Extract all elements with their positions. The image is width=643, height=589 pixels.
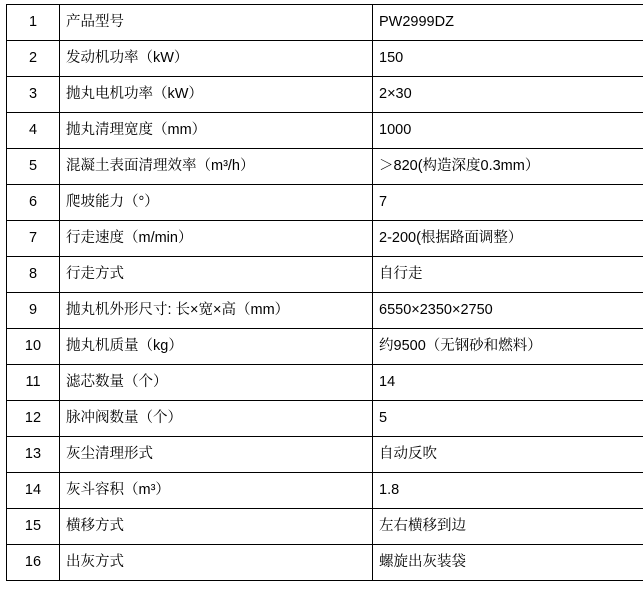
table-row — [7, 437, 643, 473]
table-row — [7, 509, 643, 545]
row-parameter-name: 爬坡能力（°） — [60, 185, 373, 221]
row-parameter-value: 约9500（无钢砂和燃料） — [373, 329, 643, 365]
table-row — [7, 113, 643, 149]
row-parameter-value: 左右横移到边 — [373, 509, 643, 545]
row-parameter-value: 14 — [373, 365, 643, 401]
row-index: 9 — [7, 293, 60, 329]
row-parameter-name: 灰斗容积（m³） — [60, 473, 373, 509]
row-parameter-name: 行走速度（m/min） — [60, 221, 373, 257]
row-parameter-value: 5 — [373, 401, 643, 437]
table-row — [7, 365, 643, 401]
row-index: 4 — [7, 113, 60, 149]
table-row — [7, 77, 643, 113]
row-index: 5 — [7, 149, 60, 185]
row-parameter-name: 脉冲阀数量（个） — [60, 401, 373, 437]
row-parameter-name: 横移方式 — [60, 509, 373, 545]
row-parameter-value: 150 — [373, 41, 643, 77]
row-parameter-name: 抛丸机外形尺寸: 长×宽×高（mm） — [60, 293, 373, 329]
row-parameter-name: 发动机功率（kW） — [60, 41, 373, 77]
row-index: 7 — [7, 221, 60, 257]
row-parameter-name: 行走方式 — [60, 257, 373, 293]
row-parameter-name: 抛丸清理宽度（mm） — [60, 113, 373, 149]
table-row — [7, 185, 643, 221]
row-index: 6 — [7, 185, 60, 221]
row-index: 11 — [7, 365, 60, 401]
row-parameter-value: 螺旋出灰装袋 — [373, 545, 643, 581]
table-row — [7, 329, 643, 365]
row-index: 13 — [7, 437, 60, 473]
row-parameter-name: 抛丸电机功率（kW） — [60, 77, 373, 113]
table-row — [7, 5, 643, 41]
row-index: 3 — [7, 77, 60, 113]
row-parameter-name: 混凝土表面清理效率（m³/h） — [60, 149, 373, 185]
table-row — [7, 401, 643, 437]
row-parameter-value: 6550×2350×2750 — [373, 293, 643, 329]
row-index: 15 — [7, 509, 60, 545]
specification-table — [6, 4, 643, 581]
row-parameter-name: 滤芯数量（个） — [60, 365, 373, 401]
table-row — [7, 257, 643, 293]
row-parameter-name: 产品型号 — [60, 5, 373, 41]
row-index: 16 — [7, 545, 60, 581]
row-index: 12 — [7, 401, 60, 437]
row-parameter-value: 2-200(根据路面调整） — [373, 221, 643, 257]
row-index: 10 — [7, 329, 60, 365]
table-row — [7, 221, 643, 257]
row-parameter-value: PW2999DZ — [373, 5, 643, 41]
row-parameter-name: 出灰方式 — [60, 545, 373, 581]
row-parameter-name: 抛丸机质量（kg） — [60, 329, 373, 365]
specification-table-body — [7, 5, 643, 581]
table-row — [7, 545, 643, 581]
row-parameter-value: 7 — [373, 185, 643, 221]
row-index: 8 — [7, 257, 60, 293]
row-parameter-value: 2×30 — [373, 77, 643, 113]
table-row — [7, 149, 643, 185]
table-row — [7, 473, 643, 509]
row-index: 2 — [7, 41, 60, 77]
row-index: 1 — [7, 5, 60, 41]
table-row — [7, 293, 643, 329]
row-parameter-value: 1.8 — [373, 473, 643, 509]
row-parameter-value: ＞820(构造深度0.3mm） — [373, 149, 643, 185]
row-index: 14 — [7, 473, 60, 509]
row-parameter-value: 1000 — [373, 113, 643, 149]
row-parameter-value: 自行走 — [373, 257, 643, 293]
table-row — [7, 41, 643, 77]
row-parameter-value: 自动反吹 — [373, 437, 643, 473]
row-parameter-name: 灰尘清理形式 — [60, 437, 373, 473]
